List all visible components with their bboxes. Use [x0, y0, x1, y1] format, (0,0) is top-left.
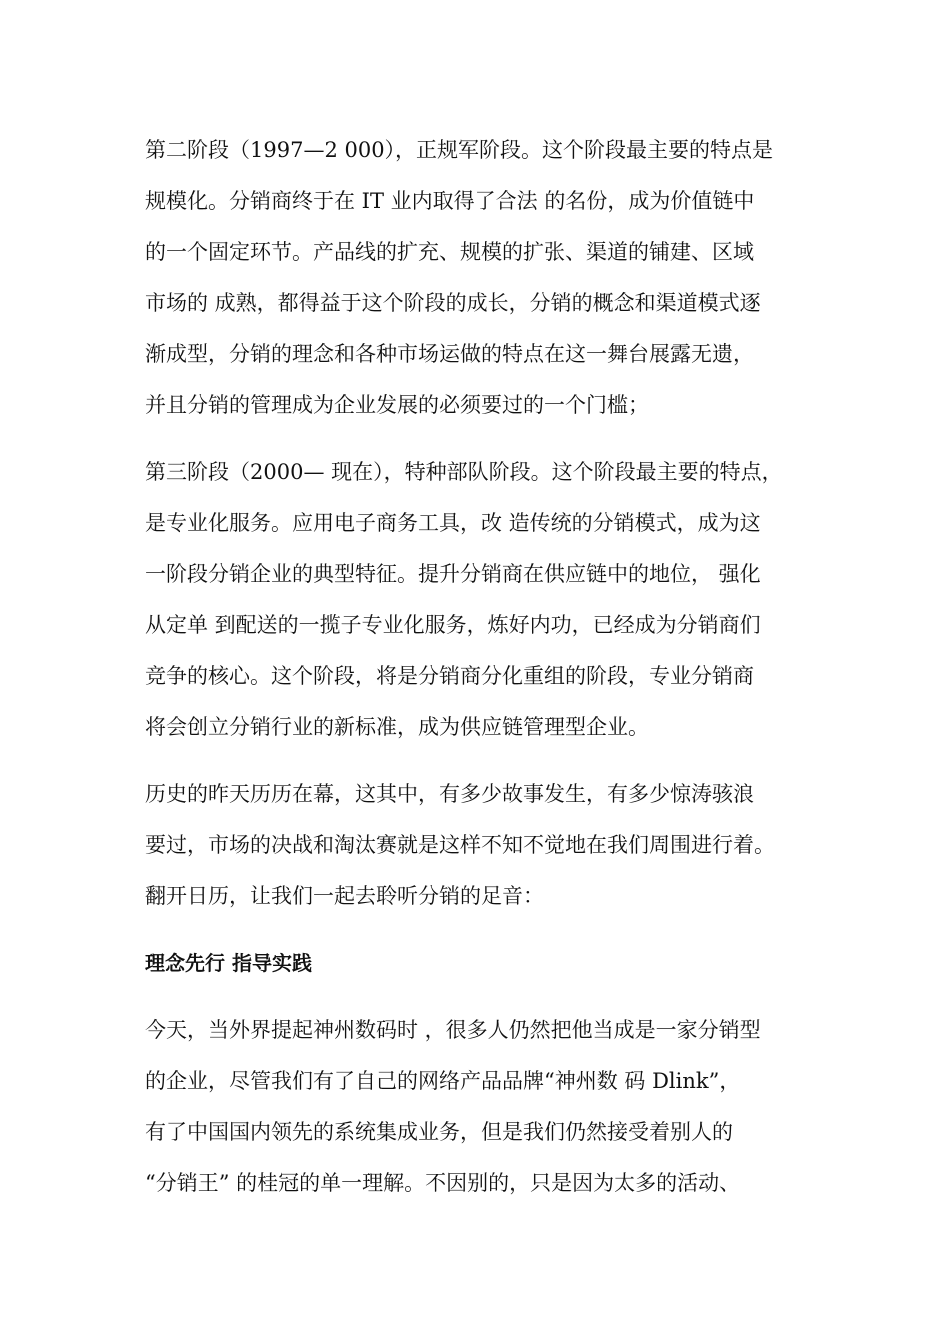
text-line: 翻开日历，让我们一起去聆听分销的足音： — [145, 884, 544, 908]
text-line: 第二阶段（1997—2 000），正规军阶段。这个阶段最主要的特点是 — [145, 138, 774, 162]
document-page — [145, 125, 825, 1225]
text-line: “分销王” 的桂冠的单一理解。不因别的，只是因为太多的活动、 — [145, 1171, 741, 1195]
text-line: 规模化。分销商终于在 IT 业内取得了合法 的名份，成为价值链中 — [145, 189, 755, 213]
text-line: 从定单 到配送的一揽子专业化服务，炼好内功，已经成为分销商们 — [145, 613, 761, 637]
text-line: 一阶段分销企业的典型特征。提升分销商在供应链中的地位， 强化 — [145, 562, 761, 586]
text-line: 并且分销的管理成为企业发展的必须要过的一个门槛； — [145, 393, 649, 417]
paragraph-stage-two — [145, 125, 825, 431]
text-line: 将会创立分销行业的新标准，成为供应链管理型企业。 — [145, 715, 649, 739]
paragraph-today — [145, 1005, 825, 1209]
text-line: 历史的昨天历历在幕，这其中，有多少故事发生，有多少惊涛骇浪 — [145, 782, 754, 806]
text-line: 今天，当外界提起神州数码时 ，很多人仍然把他当成是一家分销型 — [145, 1018, 761, 1042]
text-line: 竞争的核心。这个阶段，将是分销商分化重组的阶段，专业分销商 — [145, 664, 754, 688]
text-line: 市场的 成熟，都得益于这个阶段的成长，分销的概念和渠道模式逐 — [145, 291, 761, 315]
text-line: 是专业化服务。应用电子商务工具，改 造传统的分销模式，成为这 — [145, 511, 761, 535]
text-line: 要过，市场的决战和淘汰赛就是这样不知不觉地在我们周围进行着。 — [145, 833, 775, 857]
text-line: 第三阶段（2000— 现在），特种部队阶段。这个阶段最主要的特点， — [145, 460, 783, 484]
text-line: 的企业，尽管我们有了自己的网络产品品牌“神州数 码 Dlink”， — [145, 1069, 741, 1093]
text-line: 有了中国国内领先的系统集成业务，但是我们仍然接受着别人的 — [145, 1120, 733, 1144]
paragraph-stage-three — [145, 447, 825, 753]
text-line: 的一个固定环节。产品线的扩充、规模的扩张、渠道的铺建、区域 — [145, 240, 754, 264]
paragraph-history — [145, 769, 825, 922]
section-heading: 理念先行 指导实践 — [145, 951, 312, 975]
text-line: 渐成型，分销的理念和各种市场运做的特点在这一舞台展露无遗， — [145, 342, 754, 366]
